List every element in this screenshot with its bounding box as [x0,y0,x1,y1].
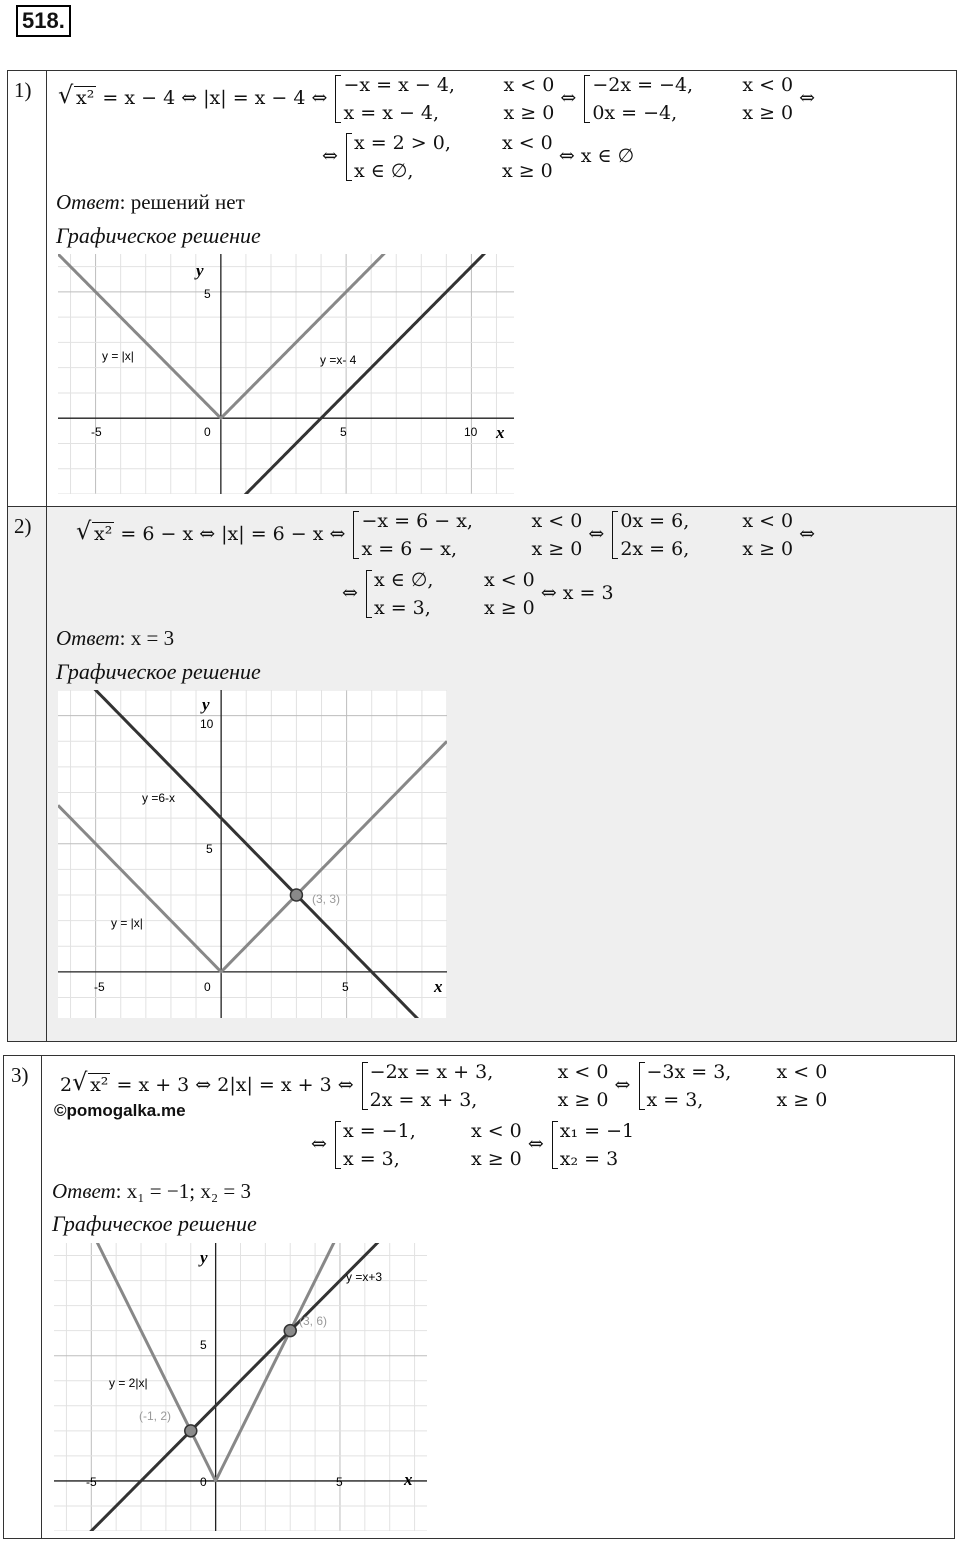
part1-xtick-m5: -5 [91,425,102,439]
part3-ylabel: y [200,1248,208,1267]
part1-graph [58,254,514,494]
part1-lines [58,254,514,494]
part1-system2: −2x = −4, x < 0 0x = −4, x ≥ 0 [582,71,793,127]
watermark: ©pomogalka.me [54,1101,186,1120]
part3-point-label-2: (-1, 2) [139,1409,172,1423]
part3-label-line: y =x+3 [346,1270,383,1284]
part3-intersection-point-2 [185,1425,197,1437]
part3-xtick-0: 0 [200,1475,207,1489]
part2-xlabel: x [434,977,443,996]
part1-label: 1) [14,78,32,102]
part1-ytick-5: 5 [204,287,211,301]
part3-answer: Ответ: x₁ = −1; x₂ = 3 [52,1179,251,1203]
part3-equation-line1: 2√ x² = x + 3 ⇔ 2|x| = x + 3 ⇔ −2x = x + 3, x < 0 2x = x + 3, x ≥ 0 ⇔ −3x = 3, x < 0 x = 3, x ≥ 0 [60,1058,827,1114]
part1-answer: Ответ: решений нет [56,190,245,214]
part2-system2: 0x = 6, x < 0 2x = 6, x ≥ 0 [610,507,793,563]
part2-label-line: y =6-x [142,791,176,805]
part1-system3: x = 2 > 0, x < 0 x ∈ ∅, x ≥ 0 [344,129,553,185]
part2-intersection-point [290,889,302,901]
part2-xtick-m5: -5 [94,980,105,994]
part2-system3: x ∈ ∅, x < 0 x = 3, x ≥ 0 [364,566,535,622]
part3-system3: x = −1, x < 0 x = 3, x ≥ 0 [333,1117,522,1173]
part1-label-line: y =x- 4 [320,353,357,367]
part1-xtick-0: 0 [204,425,211,439]
part3-ytick-5: 5 [200,1338,207,1352]
part2-equation-line1: √ x² = 6 − x ⇔ |x| = 6 − x ⇔ −x = 6 − x, x < 0 x = 6 − x, x ≥ 0 ⇔ 0x = 6, x < 0 2x = 6, x ≥ 0 ⇔ [76,507,815,563]
part1-equation-line2: ⇔ x = 2 > 0, x < 0 x ∈ ∅, x ≥ 0 ⇔ x ∈ ∅ [322,129,634,185]
part1-grid [58,254,514,494]
part3-system1: −2x = x + 3, x < 0 2x = x + 3, x ≥ 0 [360,1058,609,1114]
line-6-minus-x [58,690,447,1018]
part2-answer: Ответ: x = 3 [56,626,175,650]
problem-number: 518. [16,5,71,37]
part2-ytick-5: 5 [206,842,213,856]
part2-label: 2) [14,514,32,538]
curve-abs-x [58,741,447,971]
part3-point-label-1: (3, 6) [299,1314,328,1328]
part2-point-label: (3, 3) [312,892,341,906]
part1-xlabel: x [496,423,505,442]
part1-ylabel: y [196,261,204,280]
part1-equation-line1: √ x² = x − 4 ⇔ |x| = x − 4 ⇔ −x = x − 4, x < 0 x = x − 4, x ≥ 0 ⇔ −2x = −4, x < 0 0x = −4, x ≥ 0 ⇔ [58,71,815,127]
part3-system2: −3x = 3, x < 0 x = 3, x ≥ 0 [637,1058,828,1114]
part3-graph [54,1243,427,1531]
part1-label-abs: y = |x| [102,349,134,363]
part2-ytick-10: 10 [200,717,214,731]
part3-equation-line2: ⇔ x = −1, x < 0 x = 3, x ≥ 0 ⇔ x₁ = −1 x₂ = 3 [311,1117,634,1173]
part3-xtick-5: 5 [336,1475,343,1489]
part2-system1: −x = 6 − x, x < 0 x = 6 − x, x ≥ 0 [351,507,582,563]
part3-xtick-m5: -5 [86,1475,97,1489]
part3-xlabel: x [404,1470,413,1489]
part3-intersection-point-1 [284,1325,296,1337]
part3-graph-title: Графическое решение [52,1211,257,1236]
part2-lines [58,690,447,1018]
part1-xtick-10: 10 [464,425,478,439]
part1-system1: −x = x − 4, x < 0 x = x − 4, x ≥ 0 [333,71,554,127]
part2-label-abs: y = |x| [111,916,143,930]
part2-graph-title: Графическое решение [56,659,261,684]
part2-graph [58,690,447,1018]
part2-xtick-0: 0 [204,980,211,994]
part1-xtick-5: 5 [340,425,347,439]
part3-system4: x₁ = −1 x₂ = 3 [550,1117,634,1173]
part3-label: 3) [11,1063,29,1087]
part2-xtick-5: 5 [342,980,349,994]
line-x-minus-4 [58,254,514,494]
part3-label-abs: y = 2|x| [109,1376,148,1390]
part2-equation-line2: ⇔ x ∈ ∅, x < 0 x = 3, x ≥ 0 ⇔ x = 3 [342,566,614,622]
part1-graph-title: Графическое решение [56,223,261,248]
part2-grid [58,690,447,1018]
part2-ylabel: y [202,695,210,714]
